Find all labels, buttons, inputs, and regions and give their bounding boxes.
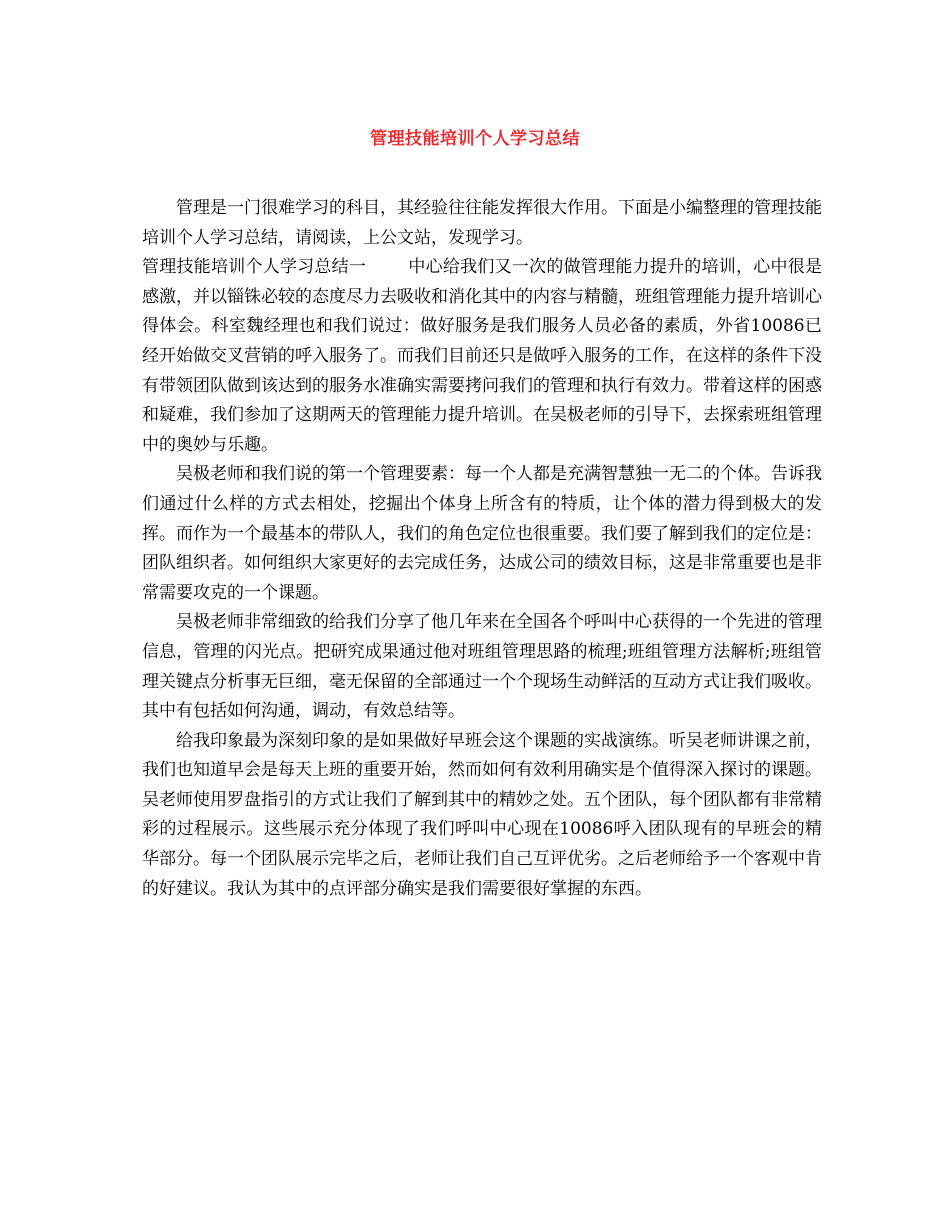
section1-paragraph xyxy=(142,253,822,460)
paragraph-3: 吴极老师非常细致的给我们分享了他几年来在全国各个呼叫中心获得的一个先进的管理信息，管理的闪光点。把研究成果通过他对班组管理思路的梳理;班组管理方法解析;班组管理关键点分析事无巨细，毫无保留的全部通过一个个现场生动鲜活的互动方式让我们吸收。其中有包括如何沟通，调动，有效总结等。 xyxy=(142,612,822,722)
section1-text: 中心给我们又一次的做管理能力提升的培训，心中很是感激，并以锱铢必较的态度尽力去吸收和消化其中的内容与精髓，班组管理能力提升培训心得体会。科室魏经理也和我们说过：做好服务是我们服务人员必备的素质，外省10086已经开始做交叉营销的呼入服务了。而我们目前还只是做呼入服务的工作，在这样的条件下没有带领团队做到该达到的服务水准确实需要拷问我们的管理和执行有效力。带着这样的困惑和疑难，我们参加了这期两天的管理能力提升培训。在吴极老师的引导下，去探索班组管理中的奥妙与乐趣。 xyxy=(142,257,823,455)
paragraph-2: 吴极老师和我们说的第一个管理要素：每一个人都是充满智慧独一无二的个体。告诉我们通过什么样的方式去相处，挖掘出个体身上所含有的特质，让个体的潜力得到极大的发挥。而作为一个最基本的带队人，我们的角色定位也很重要。我们要了解到我们的定位是：团队组织者。如何组织大家更好的去完成任务，达成公司的绩效目标，这是非常重要也是非常需要攻克的一个课题。 xyxy=(142,464,822,603)
paragraph-4: 给我印象最为深刻印象的是如果做好早班会这个课题的实战演练。听吴老师讲课之前，我们也知道早会是每天上班的重要开始，然而如何有效利用确实是个值得深入探讨的课题。吴老师使用罗盘指引的方式让我们了解到其中的精妙之处。五个团队，每个团队都有非常精彩的过程展示。这些展示充分体现了我们呼叫中心现在10086呼入团队现有的早班会的精华部分。每一个团队展示完毕之后，老师让我们自己互评优劣。之后老师给予一个客观中肯的好建议。我认为其中的点评部分确实是我们需要很好掌握的东西。 xyxy=(142,730,822,899)
intro-paragraph: 管理是一门很难学习的科目，其经验往往能发挥很大作用。下面是小编整理的管理技能培训个人学习总结，请阅读，上公文站，发现学习。 xyxy=(142,198,822,248)
document-title: 管理技能培训个人学习总结 xyxy=(370,129,580,149)
section1-heading: 管理技能培训个人学习总结一 xyxy=(142,257,367,278)
document-body xyxy=(142,194,822,904)
